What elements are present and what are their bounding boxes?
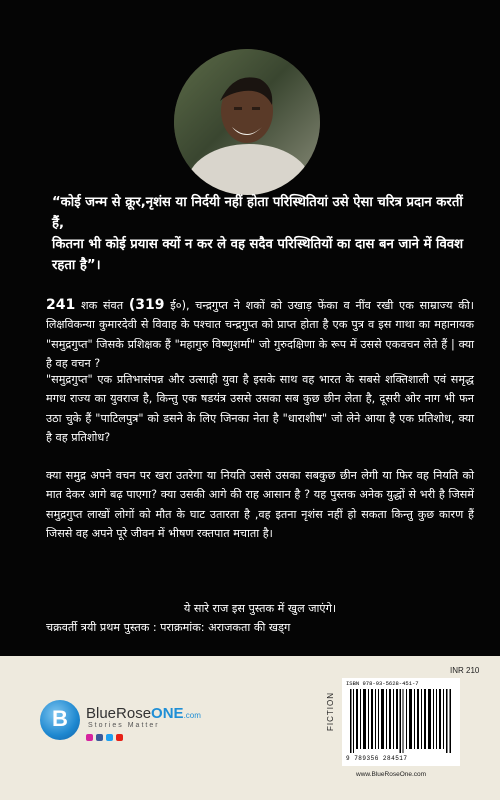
barcode-box [342,678,460,766]
quote-line-2: कितना भी कोई प्रयास क्यों न कर ले वह सदैव परिस्थितियों का दास बन जाने में विवश रहता है”। [52,237,464,273]
synopsis-text-4: ये सारे राज इस पुस्तक में खुल जाएंगे। [183,602,337,615]
publisher-logo-icon [40,700,80,740]
social-icons [86,734,123,741]
barcode-icon [350,689,452,753]
synopsis-text-3: क्या समुद्र अपने वचन पर खरा उतरेगा या नियति उससे उसका सबकुछ छीन लेगी या फिर वह नियति को मात देकर आगे बढ़ पाएगा? क्या उसकी आगे की राह आसान है ? यह पुस्तक अनेक युद्धों से भरी है जिसमें समुद्रगुप्त लाखों लोगों को मौत के घाट उतारता है ,वह इतना नृशंस नहीं हो सकता किन्तु कुछ कारण हैं जिससे वह अपने पूरे जीवन में भीषण रक्तपात मचाता है। [46,469,474,541]
publisher-name [86,705,201,722]
price-label: INR 210 [450,666,480,675]
synopsis-paragraph-3 [46,466,474,544]
isbn-number: 9 789356 284517 [346,755,408,762]
website-link[interactable]: www.BlueRoseOne.com [356,771,427,778]
quote-line-1: “कोई जन्म से क्रूर,नृशंस या निर्दयी नहीं होता परिस्थितियां उसे ऐसा चरित्र प्रदान करतीं हैं, [52,195,463,231]
synopsis-paragraph-1 [46,296,474,374]
publisher-name-suffix: .com [183,711,201,720]
synopsis-text-1: ई०), चन्द्रगुप्त ने शकों को उखाड़ फेंका व नींव रखी एक साम्राज्य की। लिक्षविकन्या कुमारदेवी से विवाह के पश्चात चन्द्रगुप्त को प्राप्त होता है एक पुत्र व इस गाथा का महानायक "समुद्रगुप्त" जिसके प्रशिक्षक हैं "महागुरु विष्णुशर्मा" जो गुरुदक्षिणा के रूप में उससे एकवचन लेते हैं | क्या है वह वचन ? [46,299,474,371]
publisher-name-part2: ONE [151,705,184,722]
isbn-label: ISBN 978-93-5628-451-7 [346,680,419,687]
quote-block [52,192,472,276]
publisher-panel [0,656,500,800]
series-line [46,618,474,637]
instagram-icon [86,734,93,741]
synopsis-text-2: "समुद्रगुप्त" एक प्रतिभासंपन्न और उत्साही युवा है इसके साथ वह भारत के सबसे शक्तिशाली एवं समृद्ध मगध राज्य का युवराज है, किन्तु एक षडयंत्र उससे उसका सब कुछ छीन लेता है, दूसरी ओर नाग भी फन उठा चुके हैं "पाटिलपुत्र" को डसने के लिए जिनका नेता है "धाराशीष" जो लेने आया है एक प्रतिशोध, क्या है वह प्रतिशोध? [46,373,474,445]
twitter-icon [106,734,113,741]
series-text: चक्रवर्ती त्रयी प्रथम पुस्तक : पराक्रमांक: अराजकता की खड्ग [46,621,291,634]
synopsis-paragraph-2 [46,370,474,448]
publisher-name-part1: BlueRose [86,705,152,722]
genre-label: FICTION [326,692,335,731]
year-figure: 241 [46,297,76,313]
logo-letter: B [52,706,68,731]
author-photo [174,49,320,195]
synopsis-paragraph-4 [46,599,474,618]
facebook-icon [96,734,103,741]
year-figure-2: (319 [128,297,165,313]
publisher-tagline: Stories Matter [88,722,160,729]
era-label: शक संवत [75,299,129,312]
youtube-icon [116,734,123,741]
